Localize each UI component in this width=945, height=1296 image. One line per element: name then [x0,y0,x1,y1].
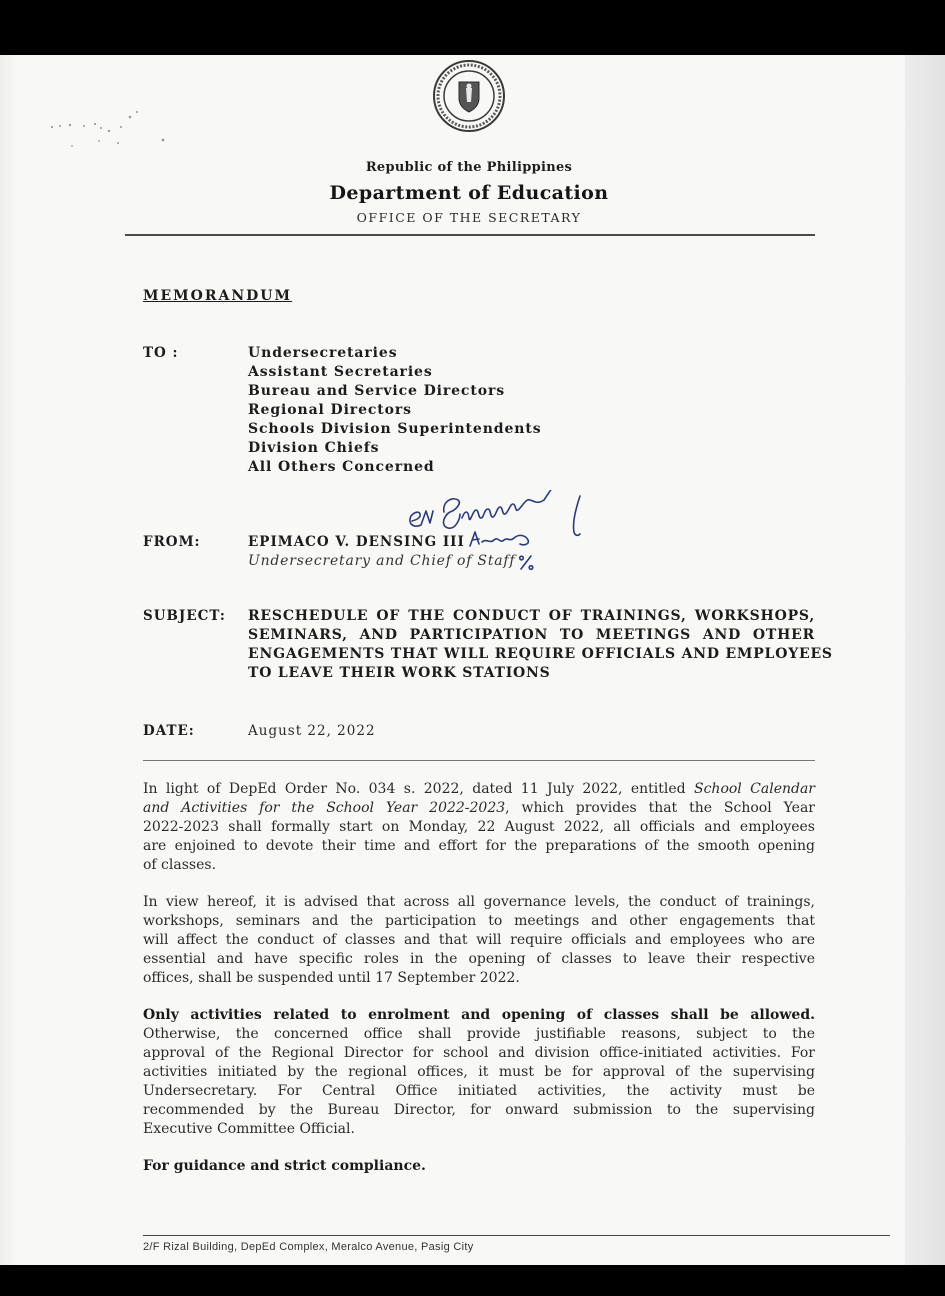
paragraph-line [143,780,815,799]
paragraph-line: offices, shall be suspended until 17 September 2022. [143,970,520,986]
paragraph-line [143,799,815,818]
sender-name: EPIMACO V. DENSING III [248,534,465,550]
footer-address: 2/F Rizal Building, DepEd Complex, Meralco Avenue, Pasig City [143,1241,474,1253]
paragraph-line: approval of the Regional Director for school and division office-initiated activities. For [143,1045,815,1061]
closing-line: For guidance and strict compliance. [143,1158,426,1174]
paragraph-text: 2022-2023 shall formally start on Monday, 22 August 2022, all officials and employees [143,819,815,835]
top-black-border [0,0,945,55]
subject-line: ENGAGEMENTS THAT WILL REQUIRE OFFICIALS AND EMPLOYEES [248,646,833,662]
recipient-list [248,344,542,477]
signature [400,490,600,580]
paragraph-line: Otherwise, the concerned office shall provide justifiable reasons, subject to the [143,1026,815,1042]
paragraph-line: essential and have specific roles in the opening of classes to leave their respective [143,951,815,967]
recipient-item: All Others Concerned [248,459,435,475]
paragraph-line: workshops, seminars and the participation to meetings and other engagements that [143,913,815,929]
department-heading: Department of Education [329,182,609,204]
recipient-item: Assistant Secretaries [248,364,433,380]
header-divider [143,760,815,761]
office-heading: OFFICE OF THE SECRETARY [356,210,582,225]
republic-heading: Republic of the Philippines [365,160,573,175]
paragraph-line [143,818,815,837]
paragraph-line: In view hereof, it is advised that across all governance levels, the conduct of trainings, [143,894,815,910]
memo-date: August 22, 2022 [248,723,376,739]
bottom-black-border [0,1265,945,1296]
subject-line: RESCHEDULE OF THE CONDUCT OF TRAININGS, WORKSHOPS, [248,608,815,624]
paragraph-2 [143,893,815,988]
paragraph-line [143,1006,815,1025]
from-label: FROM: [143,534,201,550]
subject-text [248,607,833,683]
recipient-item: Undersecretaries [248,345,398,361]
paragraph-line: recommended by the Bureau Director, for onward submission to the supervising [143,1102,815,1118]
subject-line: TO LEAVE THEIR WORK STATIONS [248,665,551,681]
recipient-item: Schools Division Superintendents [248,421,542,437]
paragraph-text: of classes. [143,857,217,873]
emphasis-text: Only activities related to enrolment and opening of classes shall be allowed. [143,1007,815,1023]
paragraph-line: Executive Committee Official. [143,1121,355,1137]
deped-seal-icon [430,58,508,134]
paragraph-line: activities initiated by the regional offices, it must be for approval of the supervising [143,1064,815,1080]
paragraph-text: , which provides that the School Year [505,800,815,816]
right-gutter [905,55,945,1265]
recipient-item: Regional Directors [248,402,412,418]
paragraph-line: Undersecretary. For Central Office initiated activities, the activity must be [143,1083,815,1099]
order-title-text: and Activities for the School Year 2022-2023 [143,800,506,816]
sender-title: Undersecretary and Chief of Staff [248,553,516,569]
recipient-item: Bureau and Service Directors [248,383,506,399]
order-title-text: School Calendar [694,781,816,797]
paragraph-1 [143,780,815,875]
to-label: TO : [143,345,179,361]
paragraph-text: In light of DepEd Order No. 034 s. 2022, dated 11 July 2022, entitled [143,781,694,797]
date-label: DATE: [143,723,195,739]
subject-line: SEMINARS, AND PARTICIPATION TO MEETINGS AND OTHER [248,627,815,643]
subject-label: SUBJECT: [143,608,226,624]
paragraph-line [143,837,815,856]
memo-type-title: MEMORANDUM [143,288,293,304]
letterhead-divider [125,234,815,236]
footer-divider [143,1235,890,1236]
paragraph-line [143,856,815,875]
scan-marks [40,105,180,155]
paragraph-text: are enjoined to devote their time and effort for the preparations of the smooth opening [143,838,815,854]
paragraph-3 [143,1006,815,1139]
recipient-item: Division Chiefs [248,440,380,456]
paragraph-line: will affect the conduct of classes and that will require officials and employees who are [143,932,815,948]
